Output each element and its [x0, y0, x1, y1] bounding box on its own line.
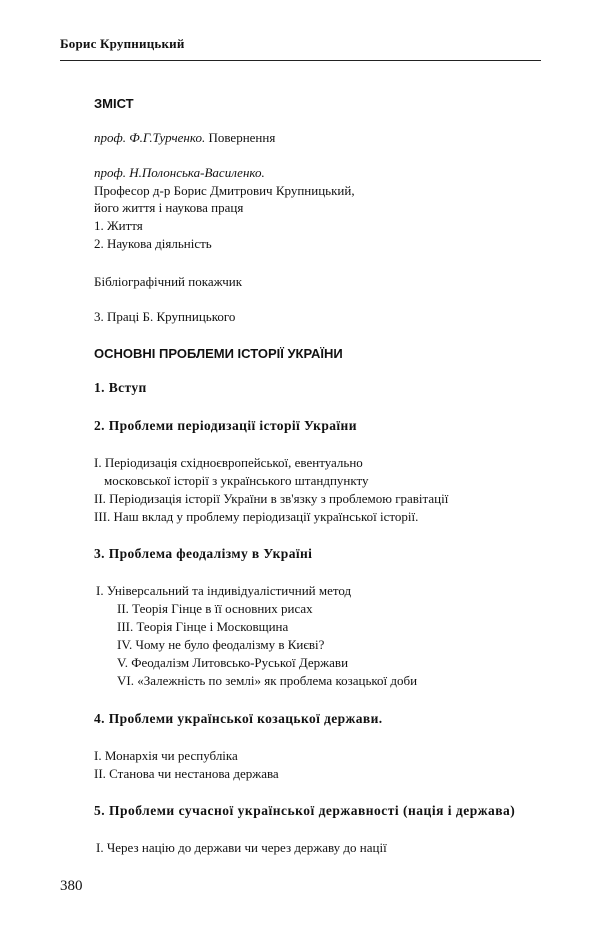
toc-subitem-cont: московської історії з українського штандпункту	[104, 473, 369, 488]
toc-subitem[interactable]: IV. Чому не було феодалізму в Києві?	[117, 637, 325, 652]
toc-title: ЗМІСТ	[94, 96, 134, 111]
toc-subitem[interactable]: І. Через націю до держави чи через державу до нації	[96, 840, 387, 855]
toc-subitem[interactable]: VI. «Залежність по землі» як проблема козацької доби	[117, 673, 418, 688]
toc-subitem[interactable]: ІІІ. Теорія Гінце і Московщина	[117, 619, 289, 634]
header-rule	[60, 60, 541, 61]
running-head: Борис Крупницький	[60, 36, 185, 51]
toc-subitem[interactable]: 3. Праці Б. Крупницького	[94, 309, 236, 324]
article-title[interactable]: Професор д-р Борис Дмитрович Крупницький,	[94, 183, 355, 198]
section-heading[interactable]: 5. Проблеми сучасної української державності (нація і держава)	[94, 803, 516, 818]
author-name: проф. Ф.Г.Турченко.	[94, 130, 206, 145]
author-name: проф. Н.Полонська-Василенко.	[94, 165, 265, 180]
toc-entry-turchenko[interactable]	[94, 130, 275, 146]
section-heading[interactable]: 3. Проблема феодалізму в Україні	[94, 546, 313, 561]
toc-subitem[interactable]: ІІ. Теорія Гінце в її основних рисах	[117, 601, 313, 616]
toc-subitem[interactable]: І. Періодизація східноєвропейської, евентуально	[94, 455, 363, 470]
article-title-cont: його життя і наукова праця	[94, 200, 244, 215]
toc-subitem[interactable]: І. Універсальний та індивідуалістичний метод	[96, 583, 352, 598]
article-title: Повернення	[208, 130, 276, 145]
toc-entry-bibliography[interactable]: Бібліографічний покажчик	[94, 274, 243, 289]
page-number: 380	[60, 878, 83, 894]
toc-subitem[interactable]: 2. Наукова діяльність	[94, 236, 212, 251]
toc-subitem[interactable]: V. Феодалізм Литовсько-Руської Держави	[117, 655, 349, 670]
toc-subitem[interactable]: 1. Життя	[94, 218, 143, 233]
main-title: ОСНОВНІ ПРОБЛЕМИ ІСТОРІЇ УКРАЇНИ	[94, 346, 343, 361]
section-heading[interactable]: 2. Проблеми періодизації історії України	[94, 418, 357, 433]
section-heading[interactable]: 4. Проблеми української козацької держави.	[94, 711, 383, 726]
toc-subitem[interactable]: ІІ. Станова чи нестанова держава	[94, 766, 279, 781]
toc-subitem[interactable]: ІІІ. Наш вклад у проблему періодизації української історії.	[94, 509, 419, 524]
toc-subitem[interactable]: І. Монархія чи республіка	[94, 748, 238, 763]
toc-subitem[interactable]: ІІ. Періодизація історії України в зв'язку з проблемою гравітації	[94, 491, 449, 506]
section-heading[interactable]: 1. Вступ	[94, 380, 147, 395]
